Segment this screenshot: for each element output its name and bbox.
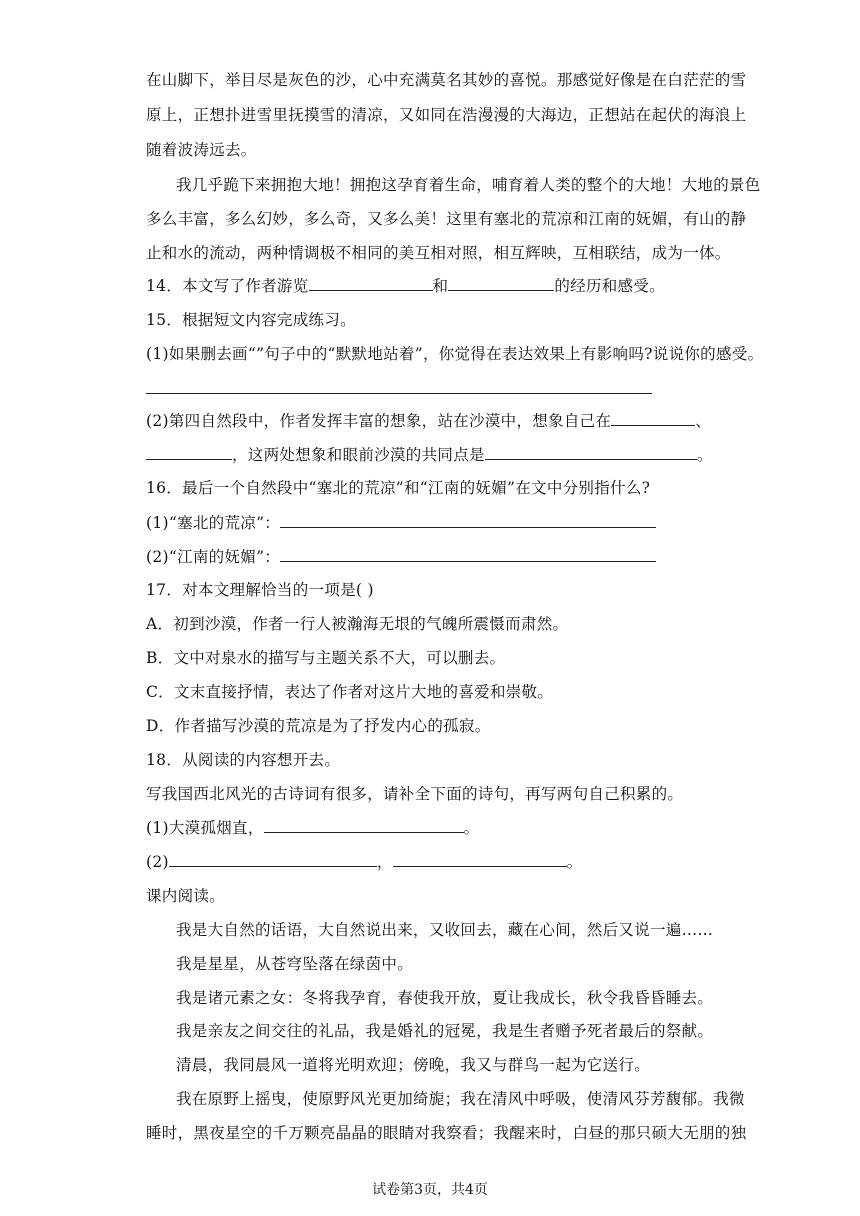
question-18-intro: 写我国西北风光的古诗词有很多，请补全下面的诗句，再写两句自己积累的。	[146, 785, 684, 803]
answer-blank[interactable]	[393, 852, 567, 867]
passage-line: 原上，正想扑进雪里抚摸雪的清凉，又如同在浩漫漫的大海边，正想站在起伏的海浪上	[146, 106, 747, 124]
q16-p2-label: (2)“江南的妩媚”：	[146, 548, 281, 566]
q15-p2-text-b: 、	[695, 412, 712, 430]
passage-line: 多么丰富，多么幻妙，多么奇，又多么美！这里有塞北的荒凉和江南的妩媚，有山的静	[146, 210, 747, 228]
reading-line: 我是亲友之间交往的礼品，我是婚礼的冠冕，我是生者赠予死者最后的祭献。	[176, 1022, 714, 1040]
q18-p1-text-a: (1)大漠孤烟直，	[146, 819, 264, 837]
question-16-part-1	[146, 513, 656, 533]
question-18-part-2	[146, 852, 582, 872]
q18-p2-text-b: ，	[376, 853, 393, 871]
passage-line: 我几乎跪下来拥抱大地！拥抱这孕育着生命，哺育着人类的整个的大地！大地的景色	[176, 176, 761, 194]
section-title: 课内阅读。	[146, 887, 226, 905]
answer-blank[interactable]	[280, 547, 656, 562]
answer-blank[interactable]	[146, 445, 232, 460]
q18-p1-text-b: 。	[463, 819, 480, 837]
option-c[interactable]: C．文末直接抒情，表达了作者对这片大地的喜爱和崇敬。	[146, 683, 554, 701]
reading-line: 我在原野上摇曳，使原野风光更加绮旎；我在清风中呼吸，使清风芬芳馥郁。我微	[176, 1090, 745, 1108]
reading-line: 睡时，黑夜星空的千万颗亮晶晶的眼睛对我察看；我醒来时，白昼的那只硕大无朋的独	[146, 1124, 747, 1142]
question-15-part-2-cont	[146, 445, 713, 465]
option-d[interactable]: D．作者描写沙漠的荒凉是为了抒发内心的孤寂。	[146, 717, 491, 735]
q14-text-a: 14．本文写了作者游览	[146, 277, 309, 295]
answer-blank[interactable]	[309, 276, 433, 291]
answer-blank[interactable]	[485, 445, 697, 460]
reading-line: 我是诸元素之女：冬将我孕育，春使我开放，夏让我成长，秋令我昏昏睡去。	[176, 989, 714, 1007]
question-17-title: 17．对本文理解恰当的一项是( )	[146, 581, 374, 599]
question-15-title: 15．根据短文内容完成练习。	[146, 311, 356, 329]
q15-p2-text-c: ，这两处想象和眼前沙漠的共同点是	[232, 446, 485, 464]
answer-blank[interactable]	[280, 513, 656, 528]
question-15-part-1: (1)如果删去画“”句子中的“默默地站着”，你觉得在表达效果上有影响吗?说说你的感受。	[146, 345, 764, 363]
q18-p2-text-c: 。	[566, 853, 583, 871]
reading-line: 清晨，我同晨风一道将光明欢迎；傍晚，我又与群鸟一起为它送行。	[176, 1056, 651, 1074]
option-b[interactable]: B．文中对泉水的描写与主题关系不大，可以删去。	[146, 649, 506, 667]
reading-line: 我是星星，从苍穹坠落在绿茵中。	[176, 955, 414, 973]
q16-p1-label: (1)“塞北的荒凉”：	[146, 514, 281, 532]
q14-text-c: 的经历和感受。	[554, 277, 665, 295]
question-16-title: 16．最后一个自然段中“塞北的荒凉”和“江南的妩媚”在文中分别指什么?	[146, 479, 651, 497]
q14-text-b: 和	[432, 277, 449, 295]
answer-line[interactable]	[146, 393, 652, 394]
question-16-part-2	[146, 547, 656, 567]
page-footer: 试卷第3页，共4页	[372, 1182, 488, 1198]
option-a[interactable]: A．初到沙漠，作者一行人被瀚海无垠的气魄所震慑而肃然。	[146, 615, 569, 633]
question-14	[146, 276, 665, 296]
passage-line: 随着波涛远去。	[146, 141, 257, 159]
reading-line: 我是大自然的话语，大自然说出来，又收回去，藏在心间，然后又说一遍……	[176, 921, 714, 939]
question-18-title: 18．从阅读的内容想开去。	[146, 751, 341, 769]
answer-blank[interactable]	[448, 276, 554, 291]
passage-line: 在山脚下，举目尽是灰色的沙，心中充满莫名其妙的喜悦。那感觉好像是在白茫茫的雪	[146, 71, 747, 89]
answer-blank[interactable]	[611, 411, 695, 426]
passage-line: 止和水的流动，两种情调极不相同的美互相对照，相互辉映，互相联结，成为一体。	[146, 244, 731, 262]
answer-blank[interactable]	[264, 818, 464, 833]
answer-blank[interactable]	[169, 852, 377, 867]
q15-p2-text-d: 。	[696, 446, 713, 464]
question-15-part-2	[146, 411, 711, 431]
question-18-part-1	[146, 818, 479, 838]
q18-p2-text-a: (2)	[146, 853, 169, 871]
q15-p2-text-a: (2)第四自然段中，作者发挥丰富的想象，站在沙漠中，想象自己在	[146, 412, 612, 430]
